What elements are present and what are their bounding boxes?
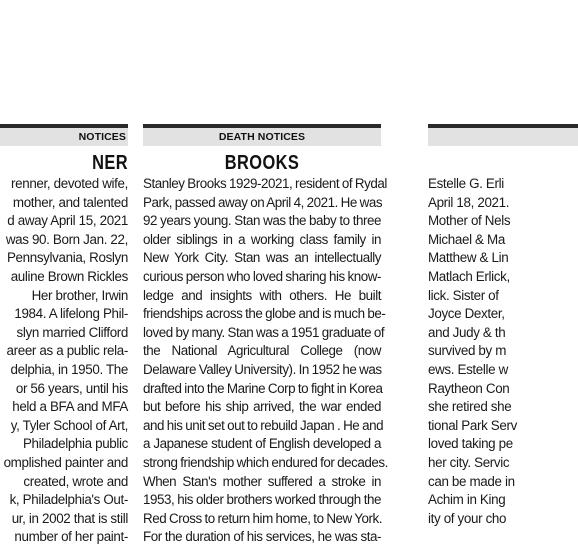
text-line: y, Tyler School of Art,: [10, 417, 128, 433]
section-header: DEATH NOTICES: [143, 128, 381, 146]
text-line: New York City. Stan was an intellectually: [143, 250, 381, 266]
text-line: ledge and insights with others. He built: [143, 287, 381, 303]
section-header: NOTICES: [0, 128, 128, 146]
right-notice-column: [428, 0, 578, 526]
text-line: delphia, in 1950. The: [10, 361, 128, 377]
text-line: Achim in King: [428, 492, 506, 508]
text-line: 92 years young. Stan was the baby to three: [143, 213, 381, 229]
text-line: Philadelphia public: [22, 436, 128, 452]
middle-notice-column: [143, 0, 388, 545]
text-line: omplished painter and: [3, 454, 128, 470]
text-line: Red Cross to return him home, to New York.: [143, 510, 383, 526]
text-line: held a BFA and MFA: [12, 399, 128, 415]
text-line: April 18, 2021.: [428, 194, 510, 210]
text-line: Her brother, Irwin: [31, 287, 128, 303]
obituary-text: [428, 175, 578, 528]
text-line: she retired she: [428, 399, 512, 415]
text-line: ur, in 2002 that is still: [11, 510, 128, 526]
text-line: When Stan's mother suffered a stroke in: [143, 473, 381, 489]
text-line: 1953, his older brothers worked through the: [143, 492, 381, 508]
text-line: Matlach Erlick,: [428, 268, 510, 284]
text-line: lick. Sister of: [428, 287, 499, 303]
text-line: was 90. Born Jan. 22,: [5, 231, 128, 247]
text-line: drafted into the Marine Corp to fight in Korea: [143, 380, 383, 396]
section-header: [428, 128, 578, 146]
obituary-text: [143, 175, 388, 547]
text-line: d away April 15, 2021: [7, 213, 128, 229]
text-line: mother, and talented: [12, 194, 128, 210]
obituary-name: NER: [92, 152, 128, 174]
text-line: renner, devoted wife,: [11, 176, 128, 191]
text-line: strong friendship which endured for decades.: [143, 454, 388, 470]
text-line: survived by m: [428, 343, 507, 359]
text-line: number of her paint-: [14, 529, 128, 545]
text-line: Delaware Valley University). In 1952 he was: [143, 361, 382, 377]
text-line: Estelle G. Erli: [428, 176, 504, 191]
text-line: 1984. A lifelong Phil-: [14, 306, 128, 322]
text-line: Stanley Brooks 1929-2021, resident of Rydal: [143, 176, 387, 191]
text-line: For the duration of his services, he was sta-: [143, 529, 381, 545]
text-line: Matthew & Lin: [428, 250, 509, 266]
text-line: created, wrote and: [23, 473, 128, 489]
text-line: or 56 years, until his: [15, 380, 128, 396]
obituary-name: BROOKS: [224, 152, 300, 174]
text-line: areer as a public rela-: [6, 343, 128, 359]
text-line: Mother of Nels: [428, 213, 511, 229]
text-line: slyn married Clifford: [16, 324, 128, 340]
text-line: tional Park Serv: [428, 417, 517, 433]
left-notice-column: [0, 0, 128, 545]
text-line: Park, passed away on April 4, 2021. He was: [143, 194, 383, 210]
text-line: older siblings in a working class family in: [143, 231, 381, 247]
text-line: and his unit set out to rebuild Japan . He and: [143, 417, 384, 433]
text-line: ity of your cho: [428, 510, 507, 526]
text-line: loved taking pe: [428, 436, 513, 452]
text-line: and Judy & th: [428, 324, 506, 340]
text-line: auline Brown Rickles: [10, 268, 128, 284]
text-line: friendships across the globe and is much be-: [143, 306, 386, 322]
obituary-text: [0, 175, 128, 547]
text-line: ews. Estelle w: [428, 361, 508, 377]
text-line: k, Philadelphia's Out-: [9, 492, 128, 508]
text-line: the National Agricultural College (now: [143, 343, 381, 359]
text-line: Joyce Dexter,: [428, 306, 505, 322]
text-line: Michael & Ma: [428, 231, 505, 247]
text-line: but before his ship arrived, the war ended: [143, 399, 381, 415]
text-line: curious person who loved sharing his know-: [143, 268, 381, 284]
text-line: a Japanese student of English developed a: [143, 436, 381, 452]
text-line: her city. Servic: [428, 454, 510, 470]
text-line: Raytheon Con: [428, 380, 510, 396]
text-line: loved by many. Stan was a 1951 graduate of: [143, 324, 385, 340]
text-line: Pennsylvania, Roslyn: [6, 250, 128, 266]
text-line: can be made in: [428, 473, 515, 489]
